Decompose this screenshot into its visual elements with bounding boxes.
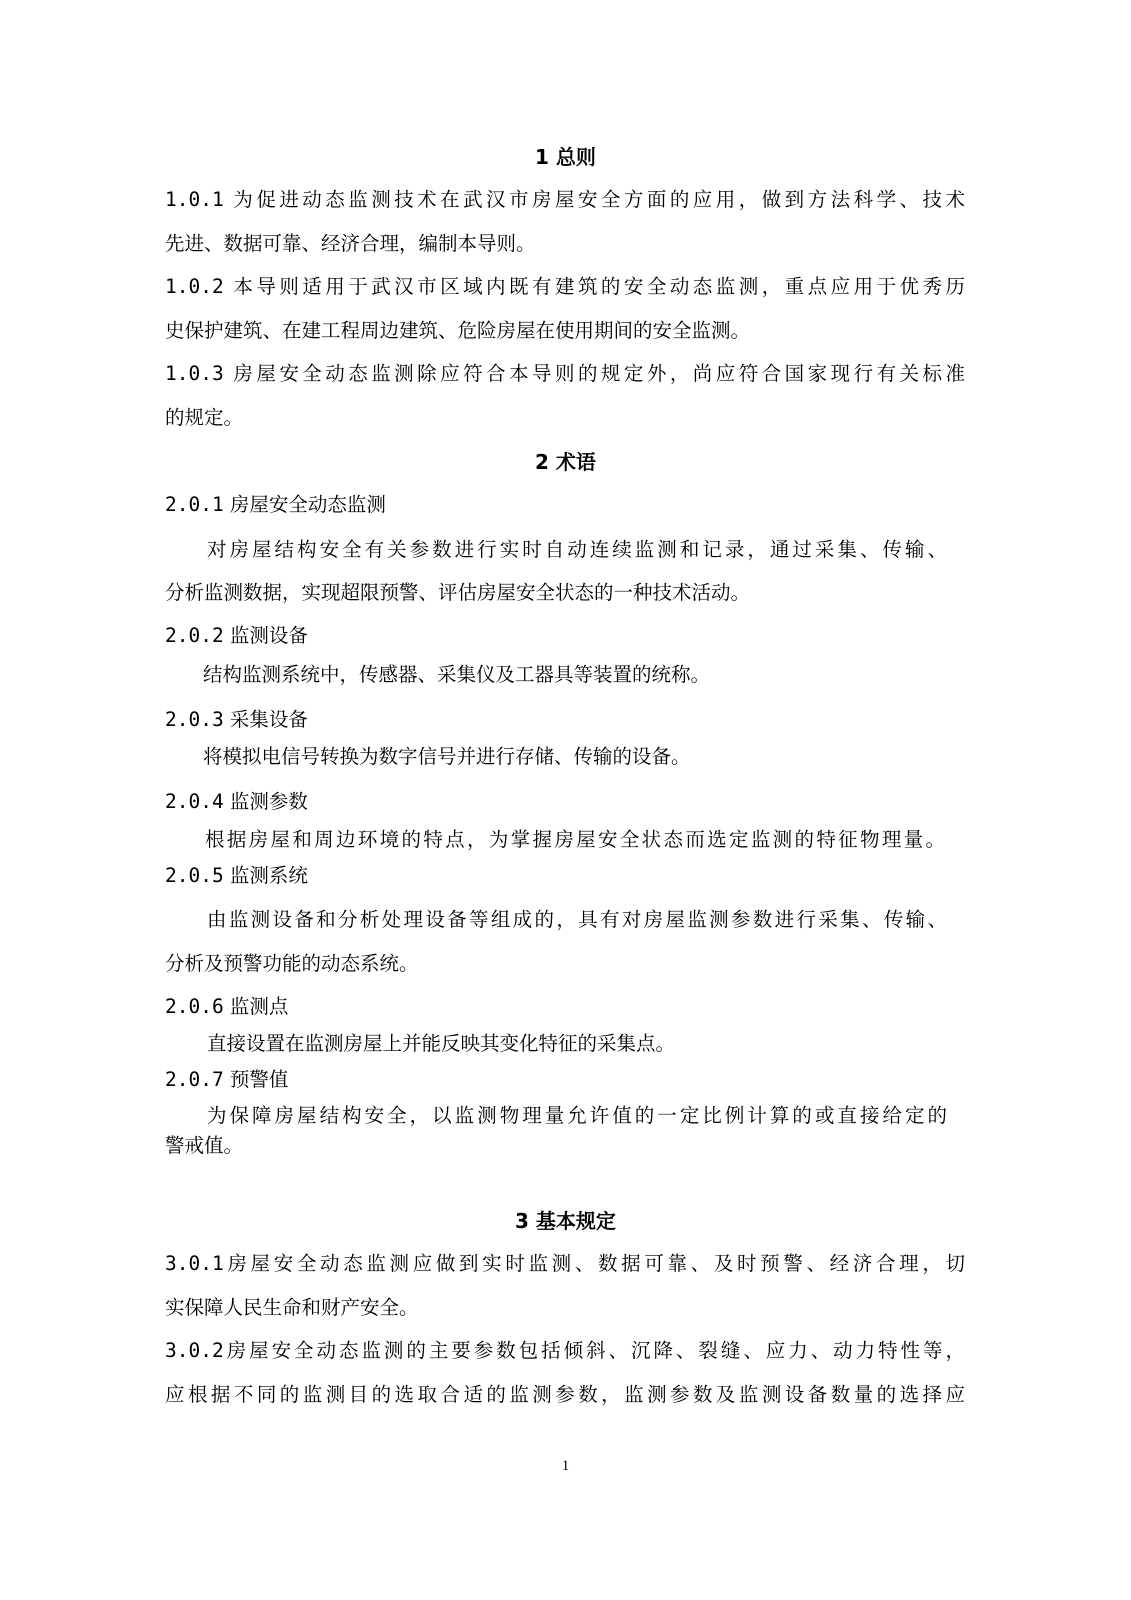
clause-number: 1.0.2 — [165, 275, 224, 298]
term-number: 2.0.5 — [165, 864, 224, 887]
term-2-0-1-def-line-1: 对房屋结构安全有关参数进行实时自动连续监测和记录，通过采集、传输、 — [207, 538, 947, 561]
clause-1-0-3-line-2: 的规定。 — [165, 406, 244, 429]
clause-1-0-1-line-2: 先进、数据可靠、经济合理，编制本导则。 — [165, 232, 536, 255]
term-2-0-2-def: 结构监测系统中，传感器、采集仪及工器具等装置的统称。 — [203, 663, 711, 686]
term-number: 2.0.3 — [165, 708, 224, 731]
rule-number: 3.0.1 — [165, 1252, 224, 1275]
section-heading-3: 3 基本规定 — [515, 1209, 616, 1233]
rule-text: 房屋安全动态监测的主要参数包括倾斜、沉降、裂缝、应力、动力特性等， — [223, 1339, 965, 1362]
clause-1-0-3-line-1 — [165, 360, 965, 388]
term-2-0-7-def-line-1: 为保障房屋结构安全，以监测物理量允许值的一定比例计算的或直接给定的 — [207, 1104, 947, 1127]
term-2-0-1-def-line-2: 分析监测数据，实现超限预警、评估房屋安全状态的一种技术活动。 — [165, 581, 751, 604]
rule-text: 房屋安全动态监测应做到实时监测、数据可靠、及时预警、经济合理，切 — [223, 1252, 965, 1275]
term-number: 2.0.4 — [165, 790, 224, 813]
term-2-0-5-def-line-1: 由监测设备和分析处理设备等组成的，具有对房屋监测参数进行采集、传输、 — [207, 908, 947, 931]
term-number: 2.0.1 — [165, 493, 224, 516]
rule-3-0-1-line-1 — [165, 1250, 965, 1278]
term-2-0-4-def: 根据房屋和周边环境的特点，为掌握房屋安全状态而选定监测的特征物理量。 — [205, 828, 945, 851]
rule-number: 3.0.2 — [165, 1339, 224, 1362]
term-name: 监测系统 — [229, 864, 308, 887]
clause-1-0-2-line-2: 史保护建筑、在建工程周边建筑、危险房屋在使用期间的安全监测。 — [165, 319, 751, 342]
clause-number: 1.0.3 — [165, 362, 224, 385]
term-2-0-3-def: 将模拟电信号转换为数字信号并进行存储、传输的设备。 — [203, 745, 691, 768]
term-2-0-7-title — [165, 1066, 288, 1094]
clause-text: 为促进动态监测技术在武汉市房屋安全方面的应用，做到方法科学、技术 — [233, 188, 965, 211]
page-number: 1 — [561, 1458, 570, 1474]
term-name: 采集设备 — [229, 708, 308, 731]
rule-3-0-1-line-2: 实保障人民生命和财产安全。 — [165, 1296, 419, 1319]
clause-1-0-2-line-1 — [165, 273, 965, 301]
clause-number: 1.0.1 — [165, 188, 224, 211]
term-number: 2.0.6 — [165, 995, 224, 1018]
term-name: 监测参数 — [229, 790, 308, 813]
term-2-0-6-title — [165, 993, 288, 1021]
term-number: 2.0.2 — [165, 624, 224, 647]
term-name: 监测点 — [229, 995, 289, 1018]
term-name: 监测设备 — [229, 624, 308, 647]
section-heading-2: 2 术语 — [535, 450, 596, 474]
term-name: 预警值 — [229, 1068, 289, 1091]
term-name: 房屋安全动态监测 — [229, 493, 386, 516]
term-2-0-1-title — [165, 491, 386, 519]
clause-text: 房屋安全动态监测除应符合本导则的规定外，尚应符合国家现行有关标准 — [233, 362, 965, 385]
term-2-0-2-title — [165, 622, 308, 650]
term-2-0-6-def: 直接设置在监测房屋上并能反映其变化特征的采集点。 — [207, 1032, 676, 1055]
term-number: 2.0.7 — [165, 1068, 224, 1091]
term-2-0-7-def-line-2: 警戒值。 — [165, 1134, 244, 1157]
term-2-0-3-title — [165, 706, 308, 734]
section-heading-1: 1 总则 — [535, 145, 596, 169]
term-2-0-5-title — [165, 862, 308, 890]
term-2-0-5-def-line-2: 分析及预警功能的动态系统。 — [165, 952, 419, 975]
rule-3-0-2-line-2: 应根据不同的监测目的选取合适的监测参数，监测参数及监测设备数量的选择应 — [165, 1383, 965, 1406]
clause-1-0-1-line-1 — [165, 186, 965, 214]
clause-text: 本导则适用于武汉市区域内既有建筑的安全动态监测，重点应用于优秀历 — [233, 275, 965, 298]
term-2-0-4-title — [165, 788, 308, 816]
rule-3-0-2-line-1 — [165, 1337, 965, 1365]
